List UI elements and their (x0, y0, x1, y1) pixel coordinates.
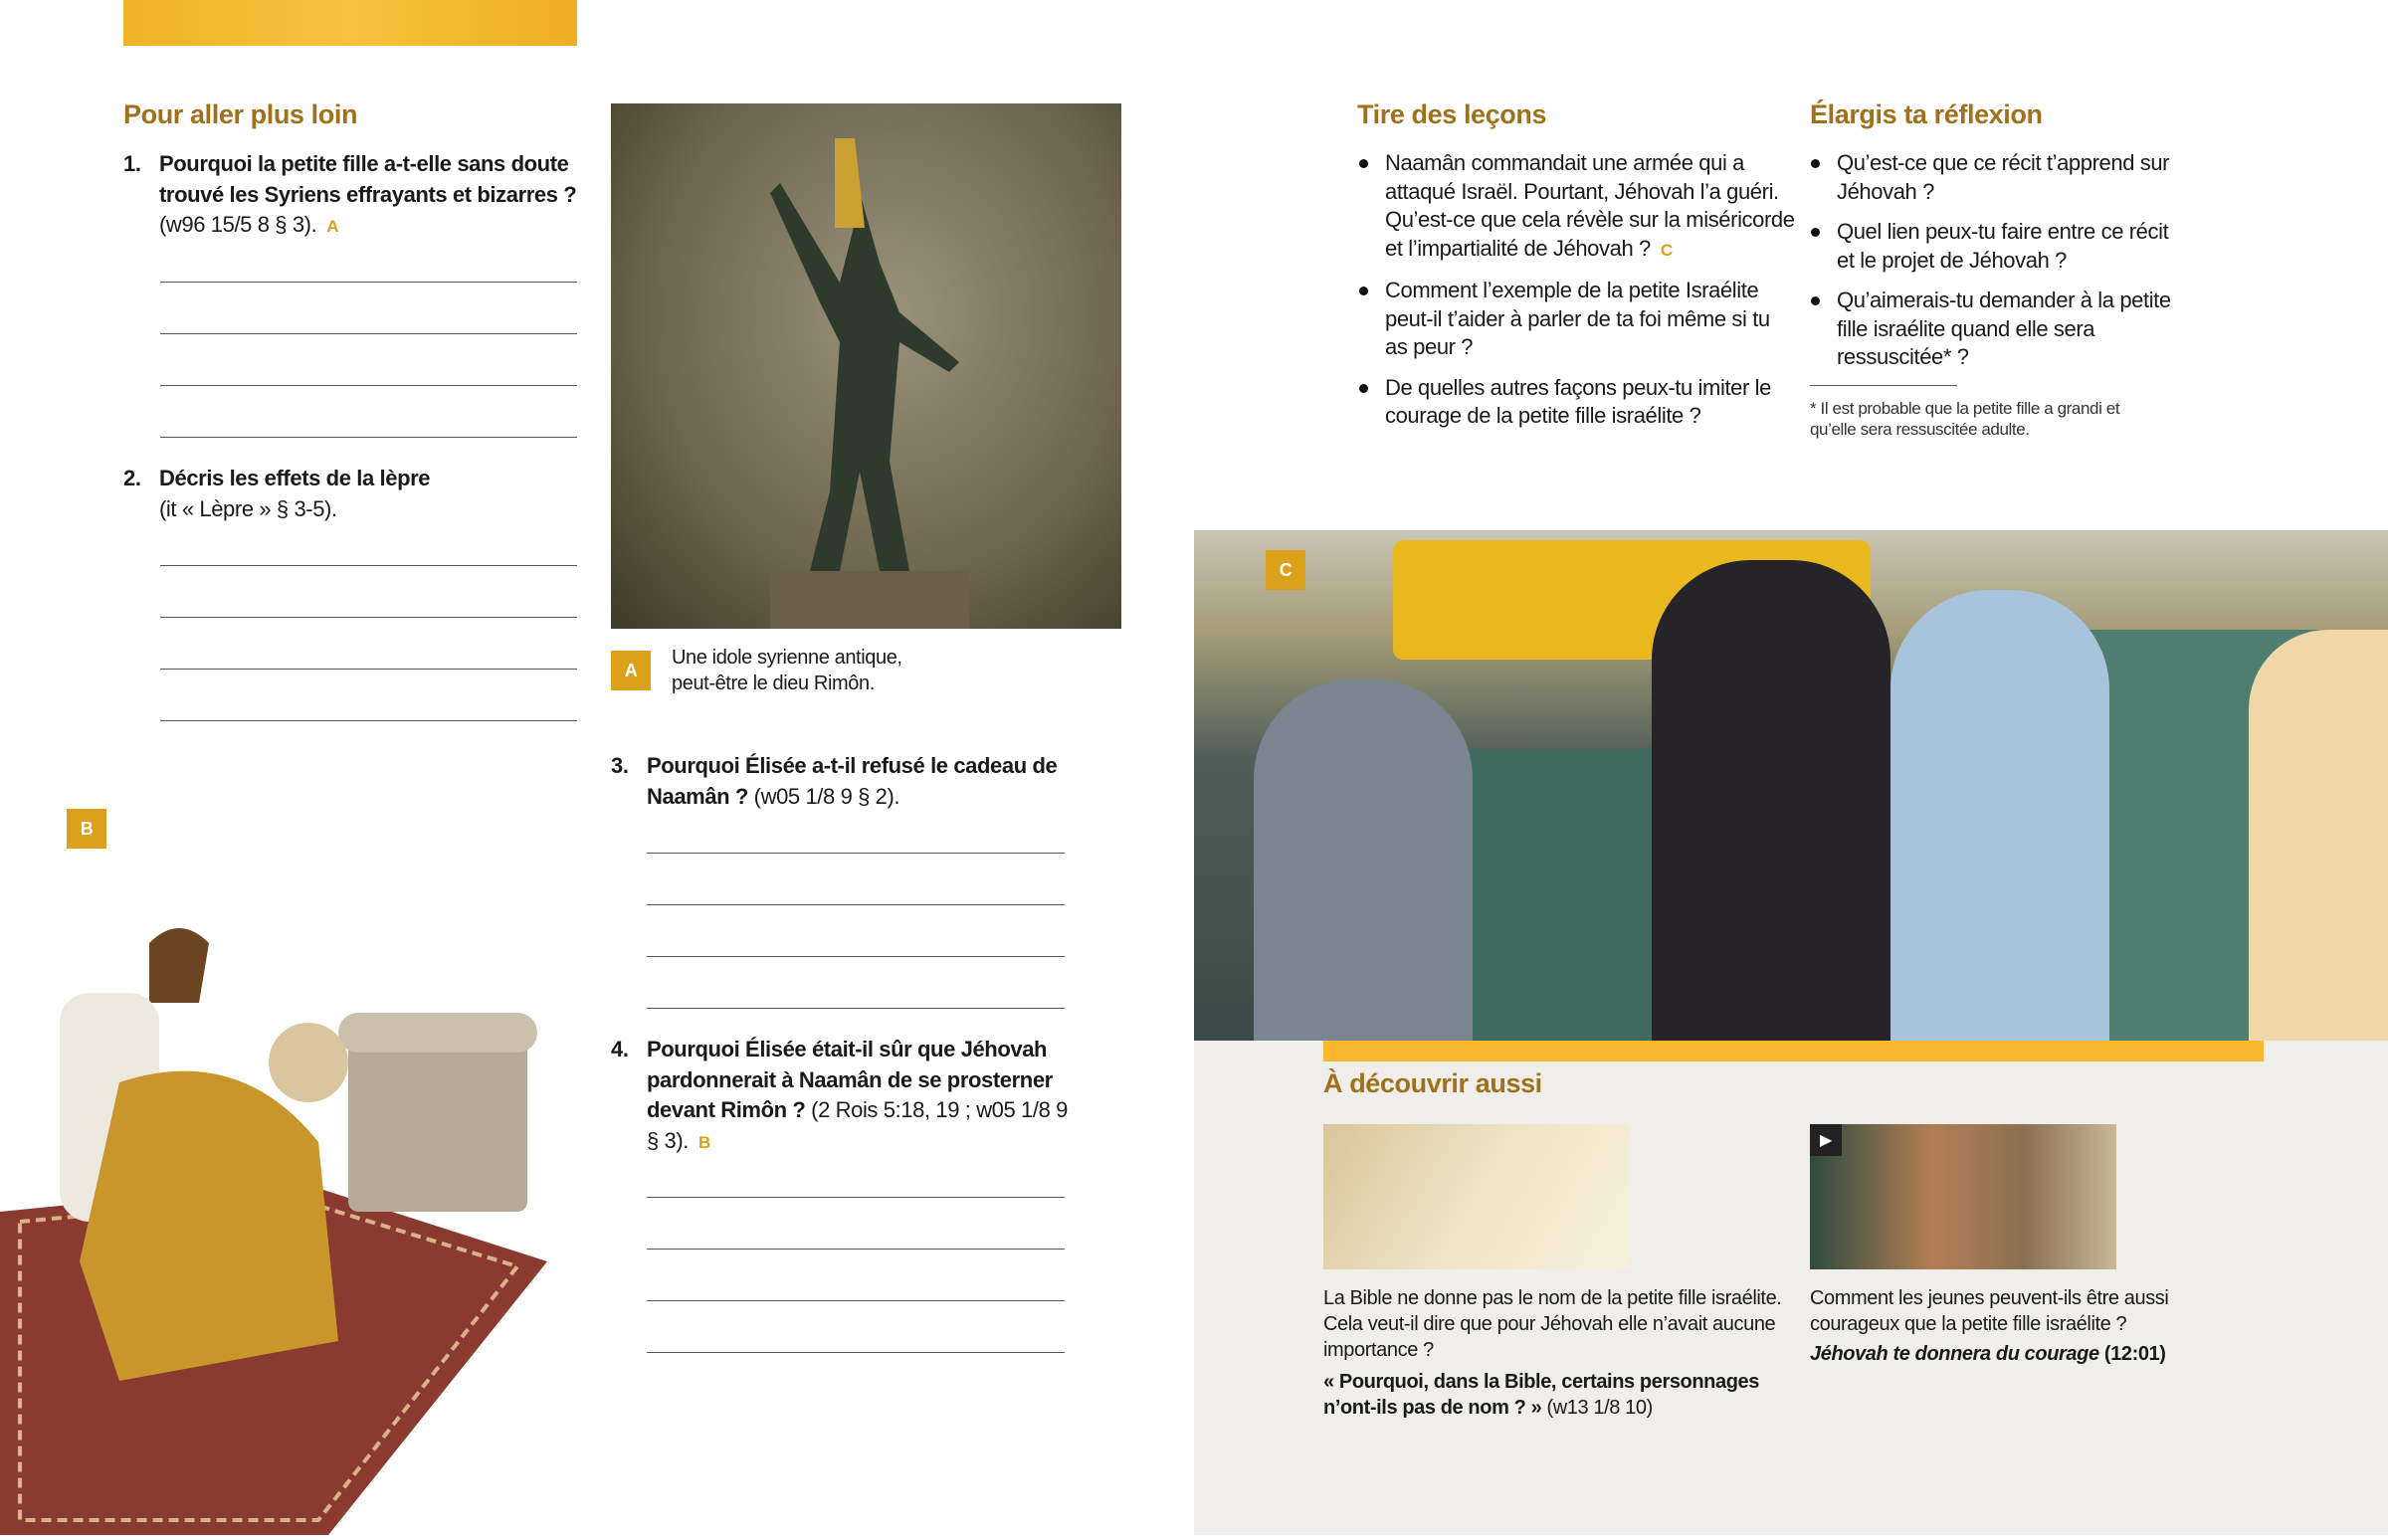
answer-line[interactable] (647, 1249, 1065, 1250)
lesson-item (1359, 374, 1797, 431)
question-2 (123, 464, 591, 524)
answer-line[interactable] (647, 1197, 1065, 1198)
question-text: Pourquoi Élisée a-t-il refusé le cadeau de Naamân ? (647, 753, 1058, 809)
video-thumbnail[interactable] (1810, 1124, 2116, 1269)
answer-line[interactable] (160, 669, 577, 670)
angels-thumbnail[interactable] (1323, 1124, 1629, 1269)
answer-line[interactable] (160, 333, 577, 334)
answer-line[interactable] (160, 437, 577, 438)
kneeling-figures-icon (0, 883, 563, 1535)
marker: C (1660, 240, 1673, 260)
question-1 (123, 149, 591, 243)
question-4 (611, 1035, 1069, 1158)
discover-text: Comment les jeunes peuvent-ils être aussi courageux que la petite fille israélite ? (1810, 1287, 2169, 1335)
answer-line[interactable] (647, 853, 1065, 854)
answer-line[interactable] (160, 617, 577, 618)
caption-badge-a: A (611, 651, 651, 690)
naaman-illustration (0, 883, 563, 1535)
section-title-further: Pour aller plus loin (123, 99, 358, 129)
person (2249, 630, 2388, 1041)
reflect-item: Qu’aimerais-tu demander à la petite fille israélite quand elle sera ressuscitée* ? (1811, 287, 2189, 372)
answer-line[interactable] (647, 1300, 1065, 1301)
question-3 (611, 751, 1079, 812)
photo-badge-c: C (1266, 550, 1305, 590)
lesson-item (1359, 277, 1797, 362)
question-number: 4. (611, 1037, 629, 1061)
answer-line[interactable] (160, 282, 577, 283)
answer-line[interactable] (160, 720, 577, 721)
reference-link[interactable]: (it « Lèpre » § 3-5). (159, 495, 337, 521)
reflect-list (1811, 149, 2189, 384)
person (1652, 560, 1890, 1041)
section-title-reflect: Élargis ta réflexion (1810, 99, 2043, 129)
reference-link[interactable]: (w13 1/8 10) (1546, 1397, 1653, 1419)
question-text: Décris les effets de la lèpre (159, 466, 431, 490)
reflect-item: Quel lien peux-tu faire entre ce récit et le projet de Jéhovah ? (1811, 218, 2189, 275)
lesson-item (1359, 149, 1797, 265)
answer-line[interactable] (647, 956, 1065, 957)
lesson-text: De quelles autres façons peux-tu imiter le courage de la petite fille israélite ? (1385, 374, 1771, 428)
top-accent-bar (123, 0, 577, 46)
discover-item-1 (1323, 1285, 1791, 1421)
statue-figure-icon (611, 103, 1121, 629)
discover-text: La Bible ne donne pas le nom de la petite fille israélite. Cela veut-il dire que pour Jéhovah elle n’avait aucune importance ? (1323, 1287, 1782, 1361)
question-text: Pourquoi Élisée était-il sûr que Jéhovah pardonnerait à Naamân de se prosterner devant Rimôn ? (647, 1037, 1053, 1123)
question-number: 2. (123, 466, 141, 490)
discover-accent-bar (1323, 1041, 2264, 1061)
lesson-text: Naamân commandait une armée qui a attaqué Israël. Pourtant, Jéhovah l’a guéri. Qu’est-ce que cela révèle sur la miséricorde et l’impartialité de Jéhovah ? (1385, 150, 1795, 261)
section-title-discover: À découvrir aussi (1323, 1068, 1542, 1098)
answer-line[interactable] (647, 1008, 1065, 1009)
idol-statue-photo (611, 103, 1121, 629)
reflect-item: Qu’est-ce que ce récit t’apprend sur Jéhovah ? (1811, 149, 2189, 206)
question-number: 1. (123, 151, 141, 176)
reference-link[interactable]: (w96 15/5 8 § 3). (159, 212, 317, 238)
caption-a: Une idole syrienne antique, peut-être le dieu Rimôn. (672, 647, 902, 694)
video-duration: (12:01) (2103, 1343, 2166, 1365)
reference-link[interactable]: (2 Rois 5:18, 19 ; w05 1/8 9 § 3). (647, 1097, 1068, 1153)
reference-link[interactable]: (w05 1/8 9 § 2). (753, 783, 900, 809)
illustration-badge-b: B (67, 809, 106, 849)
footnote-rule (1810, 385, 1957, 386)
discover-item-2 (1810, 1285, 2238, 1367)
section-title-lessons: Tire des leçons (1357, 99, 1547, 129)
question-text: Pourquoi la petite fille a-t-elle sans doute trouvé les Syriens effrayants et bizarres ? (159, 151, 577, 207)
answer-line[interactable] (160, 385, 577, 386)
article-link[interactable]: « Pourquoi, dans la Bible, certains personnages n’ont-ils pas de nom ? » (1323, 1371, 1759, 1419)
students-bus-photo (1194, 530, 2388, 1041)
question-number: 3. (611, 753, 629, 778)
lesson-text: Comment l’exemple de la petite Israélite peut-il t’aider à parler de ta foi même si tu as peur ? (1385, 278, 1770, 359)
answer-line[interactable] (160, 565, 577, 566)
lessons-list (1359, 149, 1797, 443)
marker: A (326, 217, 339, 237)
answer-line[interactable] (647, 904, 1065, 905)
person (1254, 679, 1473, 1041)
answer-line[interactable] (647, 1352, 1065, 1353)
play-icon[interactable]: ▶ (1810, 1124, 1842, 1156)
video-link[interactable]: Jéhovah te donnera du courage (1810, 1343, 2099, 1365)
marker: B (698, 1132, 710, 1152)
footnote: * Il est probable que la petite fille a grandi et qu’elle sera ressuscitée adulte. (1810, 399, 2120, 439)
person (1890, 590, 2109, 1041)
